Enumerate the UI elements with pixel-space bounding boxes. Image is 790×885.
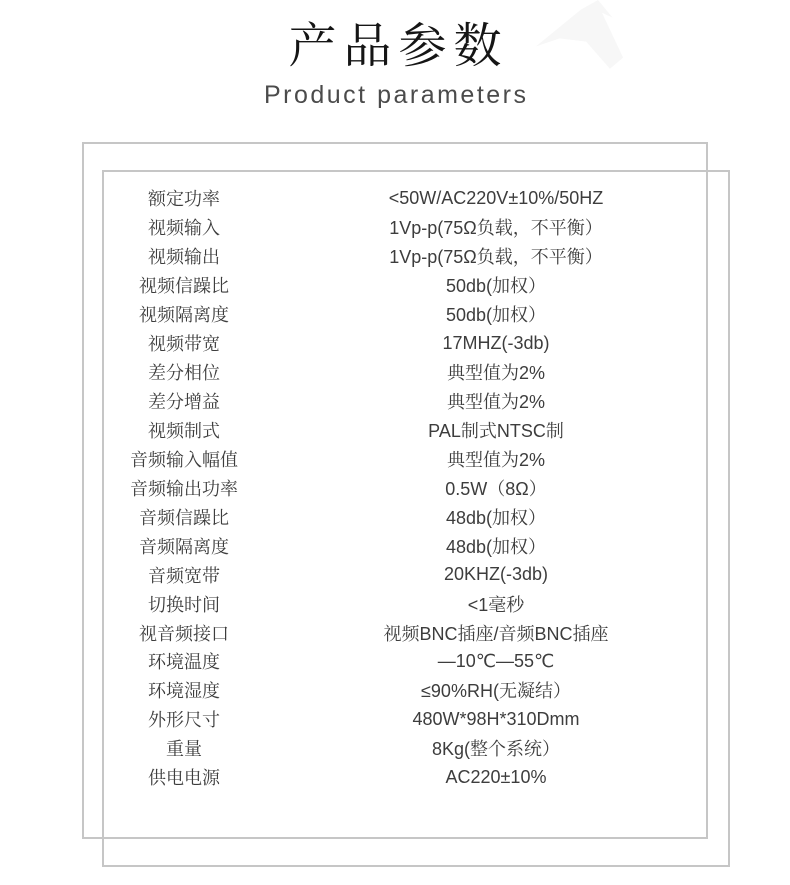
spec-label: 外形尺寸 bbox=[148, 710, 220, 731]
spec-label: 差分增益 bbox=[148, 392, 220, 413]
spec-label: 供电电源 bbox=[148, 768, 220, 789]
table-row bbox=[104, 444, 728, 473]
table-row bbox=[104, 647, 728, 676]
spec-value: <50W/AC220V±10%/50HZ bbox=[388, 187, 604, 208]
table-row bbox=[104, 184, 728, 213]
spec-value: 典型值为2% bbox=[446, 392, 545, 413]
spec-value: 典型值为2% bbox=[446, 363, 545, 384]
table-row bbox=[104, 271, 728, 300]
spec-label: 差分相位 bbox=[148, 363, 220, 384]
spec-label: 音频输出功率 bbox=[130, 478, 238, 499]
spec-value: 0.5W（8Ω） bbox=[445, 478, 547, 499]
spec-value: 480W*98H*310Dmm bbox=[412, 708, 580, 729]
spec-label: 额定功率 bbox=[148, 189, 220, 210]
table-row bbox=[104, 705, 728, 734]
spec-table bbox=[104, 170, 728, 792]
table-row bbox=[104, 763, 728, 792]
spec-label: 切换时间 bbox=[148, 594, 220, 615]
spec-value: <1毫秒 bbox=[467, 594, 525, 615]
spec-label: 重量 bbox=[166, 739, 202, 760]
table-row bbox=[104, 618, 728, 647]
spec-value: 8Kg(整个系统） bbox=[431, 739, 561, 760]
spec-label: 视频信躁比 bbox=[139, 276, 229, 297]
table-row bbox=[104, 300, 728, 329]
table-row bbox=[104, 676, 728, 705]
spec-value: 1Vp-p(75Ω负载，不平衡） bbox=[389, 218, 603, 239]
spec-label: 环境温度 bbox=[148, 652, 220, 673]
spec-label: 视频输出 bbox=[148, 247, 220, 268]
spec-value: 48db(加权） bbox=[445, 507, 547, 528]
table-row bbox=[104, 502, 728, 531]
spec-label: 视频隔离度 bbox=[139, 305, 229, 326]
spec-value: 17MHZ(-3db) bbox=[442, 332, 550, 353]
spec-value: 典型值为2% bbox=[446, 449, 545, 470]
spec-label: 音频隔离度 bbox=[139, 536, 229, 557]
spec-value: ≤90%RH(无凝结） bbox=[421, 681, 571, 702]
spec-value: AC220±10% bbox=[445, 766, 547, 787]
page-subtitle: Product parameters bbox=[263, 81, 529, 109]
spec-value: 50db(加权） bbox=[445, 305, 547, 326]
table-row bbox=[104, 589, 728, 618]
spec-label: 环境湿度 bbox=[148, 681, 220, 702]
table-row bbox=[104, 358, 728, 387]
spec-label: 音频输入幅值 bbox=[130, 449, 238, 470]
spec-label: 视频制式 bbox=[148, 420, 220, 441]
table-row bbox=[104, 531, 728, 560]
table-row bbox=[104, 329, 728, 358]
spec-label: 音频信躁比 bbox=[139, 507, 229, 528]
spec-label: 视音频接口 bbox=[139, 623, 229, 644]
spec-label: 视频输入 bbox=[148, 218, 220, 239]
table-row bbox=[104, 560, 728, 589]
spec-value: 50db(加权） bbox=[445, 276, 547, 297]
table-row bbox=[104, 734, 728, 763]
spec-label: 音频宽带 bbox=[148, 565, 220, 586]
spec-value: PAL制式NTSC制 bbox=[428, 420, 564, 441]
page-title: 产品参数 bbox=[288, 20, 509, 73]
spec-value: 视频BNC插座/音频BNC插座 bbox=[383, 623, 609, 644]
spec-label: 视频带宽 bbox=[148, 334, 220, 355]
table-row bbox=[104, 213, 728, 242]
spec-value: —10℃—55℃ bbox=[437, 650, 555, 671]
spec-value: 48db(加权） bbox=[445, 536, 547, 557]
table-row bbox=[104, 473, 728, 502]
page-header bbox=[0, 20, 790, 109]
spec-value: 1Vp-p(75Ω负载，不平衡） bbox=[389, 247, 603, 268]
table-row bbox=[104, 387, 728, 416]
table-row bbox=[104, 416, 728, 445]
table-row bbox=[104, 242, 728, 271]
spec-value: 20KHZ(-3db) bbox=[443, 564, 549, 585]
